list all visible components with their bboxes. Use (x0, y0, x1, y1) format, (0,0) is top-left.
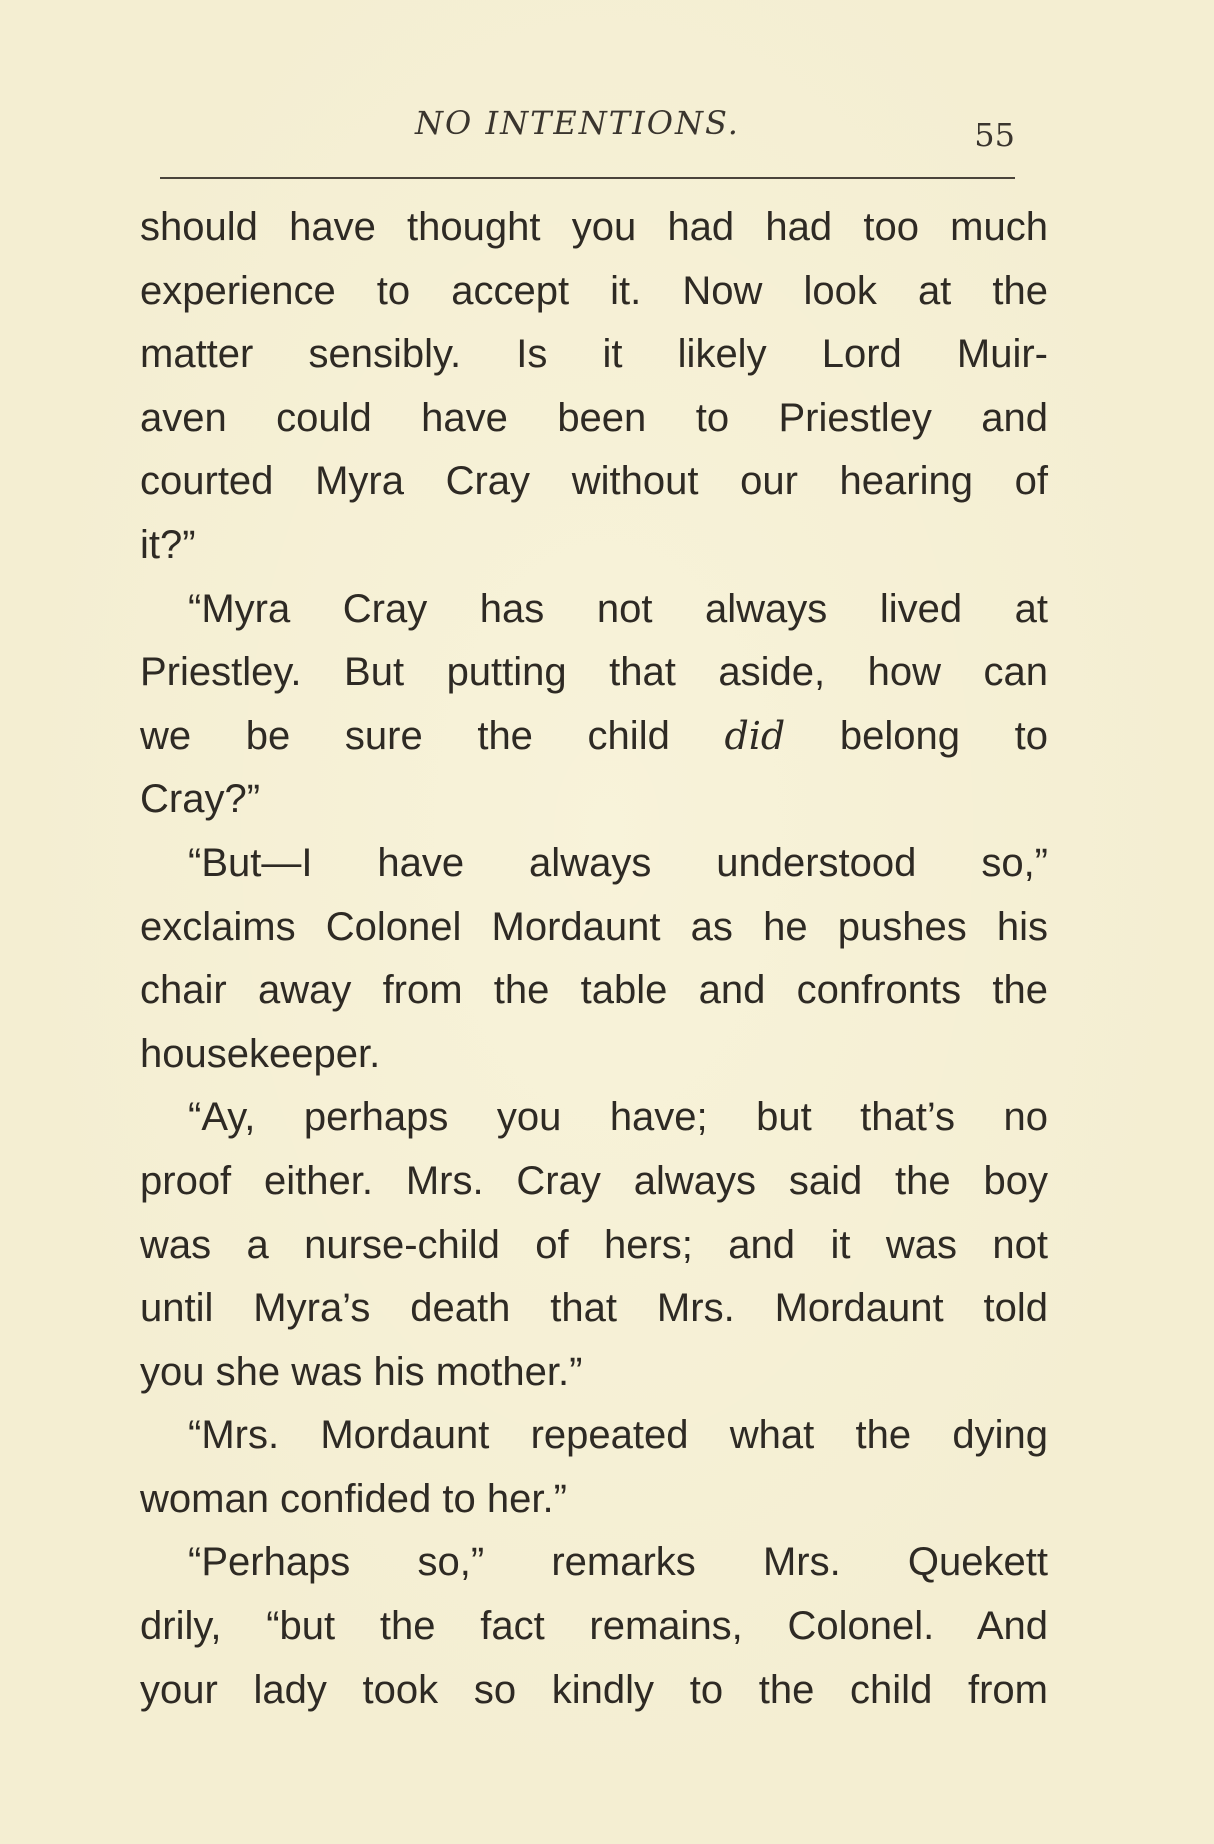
text-line: “Perhaps so,” remarks Mrs. Quekett (188, 1540, 1048, 1585)
running-title: NO INTENTIONS. (415, 104, 740, 142)
italic-word: did (724, 713, 786, 758)
text-line: should have thought you had had too much (140, 205, 1048, 249)
text-line: chair away from the table and confronts the (140, 968, 1048, 1013)
text-line: it?” (140, 522, 196, 567)
text-line: courted Myra Cray without our hearing of (140, 459, 1048, 504)
text-line: exclaims Colonel Mordaunt as he pushes his (140, 904, 1048, 949)
text-line: your lady took so kindly to the child from (140, 1667, 1048, 1712)
page-header (140, 104, 1015, 164)
header-rule (160, 177, 1015, 179)
text-line: you she was his mother.” (140, 1349, 583, 1394)
text-line: until Myra’s death that Mrs. Mordaunt told (140, 1286, 1048, 1331)
text-segment: belong to (785, 713, 1048, 758)
text-line: matter sensibly. Is it likely Lord Muir- (140, 332, 1048, 377)
page-number: 55 (974, 116, 1015, 154)
text-line: “Mrs. Mordaunt repeated what the dying (188, 1413, 1048, 1458)
text-line: Priestley. But putting that aside, how can (140, 650, 1048, 695)
text-line: “Myra Cray has not always lived at (188, 586, 1048, 631)
body-text (140, 196, 1048, 1722)
text-segment: we be sure the child (140, 713, 725, 758)
text-line: was a nurse-child of hers; and it was not (140, 1222, 1048, 1267)
text-line: drily, “but the fact remains, Colonel. And (140, 1604, 1048, 1649)
text-line: “Ay, perhaps you have; but that’s no (188, 1095, 1048, 1140)
text-line: “But—I have always understood so,” (188, 840, 1048, 885)
text-line: Cray?” (140, 777, 261, 822)
text-line: woman confided to her.” (140, 1476, 567, 1521)
text-line: housekeeper. (140, 1031, 381, 1076)
text-line: experience to accept it. Now look at the (140, 268, 1048, 313)
text-line (140, 705, 1048, 769)
text-line: proof either. Mrs. Cray always said the boy (140, 1158, 1048, 1203)
text-line: aven could have been to Priestley and (140, 395, 1048, 440)
